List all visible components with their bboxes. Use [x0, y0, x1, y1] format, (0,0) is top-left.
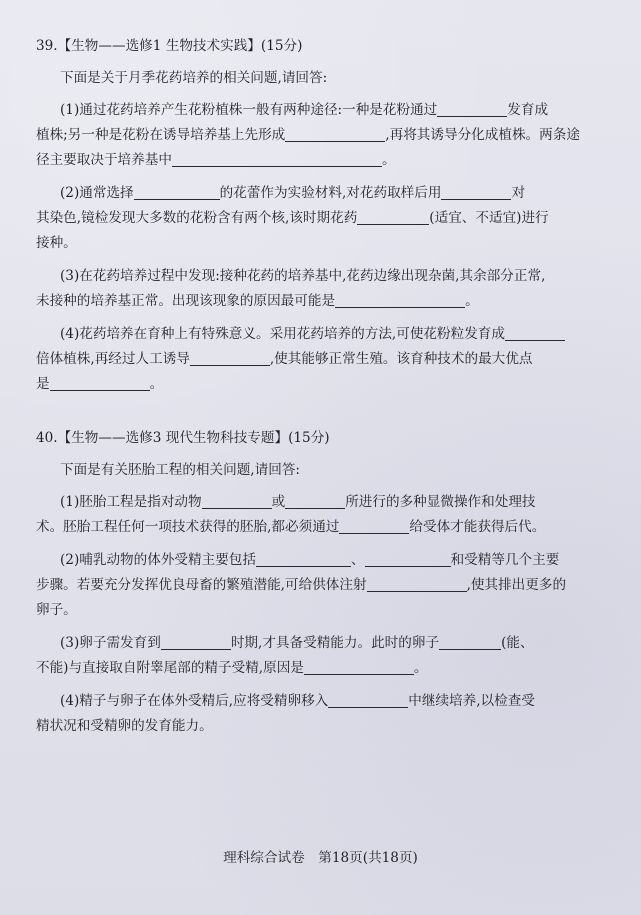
- answer-blank[interactable]: [439, 635, 501, 650]
- q40-p3-line2: 不能)与直接取自附睾尾部的精子受精,原因是 。: [36, 660, 428, 676]
- answer-blank[interactable]: [161, 635, 231, 650]
- q40-p1-line2: 术。胚胎工程任何一项技术获得的胚胎,都必须通过 给受体才能获得后代。: [36, 519, 546, 535]
- q39-p4-line3: 是 。: [36, 376, 164, 392]
- q39-p1-line1: (1)通过花药培养产生花粉植株一般有两种途径:一种是花粉通过 发育成: [60, 102, 549, 118]
- q40-p4-line2: 精状况和受精卵的发育能力。: [36, 718, 213, 734]
- q40-p1-line1: (1)胚胎工程是指对动物 或 所进行的多种显微操作和处理技: [60, 494, 536, 510]
- answer-blank[interactable]: [190, 351, 270, 366]
- answer-blank[interactable]: [285, 494, 345, 509]
- answer-blank[interactable]: [339, 519, 409, 534]
- q40-title: 40.【生物——选修3 现代生物科技专题】(15分): [36, 430, 330, 446]
- answer-blank[interactable]: [285, 127, 385, 142]
- q39-intro: 下面是关于月季花药培养的相关问题,请回答:: [60, 70, 328, 86]
- answer-blank[interactable]: [304, 660, 414, 675]
- answer-blank[interactable]: [357, 210, 429, 225]
- q39-p4-line1: (4)花药培养在育种上有特殊意义。采用花药培养的方法,可使花粉粒发育成: [60, 326, 605, 342]
- answer-blank[interactable]: [367, 577, 467, 592]
- q40-p4-line1: (4)精子与卵子在体外受精后,应将受精卵移入 中继续培养,以检查受: [60, 693, 535, 709]
- answer-blank[interactable]: [335, 293, 465, 308]
- answer-blank[interactable]: [202, 494, 272, 509]
- answer-blank[interactable]: [134, 185, 220, 200]
- answer-blank[interactable]: [328, 693, 408, 708]
- q39-p4-line2: 倍体植株,再经过人工诱导 ,使其能够正常生殖。该育种技术的最大优点: [36, 351, 533, 367]
- answer-blank[interactable]: [256, 552, 351, 567]
- q39-p1-line3: 径主要取决于培养基中 。: [36, 152, 396, 168]
- q40-p3-line1: (3)卵子需发育到 时期,才具备受精能力。此时的卵子 (能、: [60, 635, 534, 651]
- q40-intro: 下面是有关胚胎工程的相关问题,请回答:: [60, 462, 300, 478]
- answer-blank[interactable]: [172, 152, 382, 167]
- answer-blank[interactable]: [441, 185, 511, 200]
- answer-blank[interactable]: [437, 102, 507, 117]
- q39-p3-line2: 未接种的培养基正常。出现该现象的原因最可能是 。: [36, 293, 479, 309]
- page-footer: 理科综合试卷 第18页(共18页): [223, 850, 418, 866]
- q40-p2-line1: (2)哺乳动物的体外受精主要包括 、 和受精等几个主要: [60, 552, 560, 568]
- q39-title: 39.【生物——选修1 生物技术实践】(15分): [36, 38, 303, 54]
- q40-p2-line3: 卵子。: [36, 602, 77, 618]
- q39-p2-line3: 接种。: [36, 235, 77, 251]
- q39-p2-line2: 其染色,镜检发现大多数的花粉含有两个核,该时期花药 (适宜、不适宜)进行: [36, 210, 549, 226]
- q39-p3-line1: (3)在花药培养过程中发现:接种花药的培养基中,花药边缘出现杂菌,其余部分正常,: [60, 268, 546, 284]
- answer-blank[interactable]: [505, 326, 565, 341]
- answer-blank[interactable]: [50, 376, 150, 391]
- q40-p2-line2: 步骤。若要充分发挥优良母畜的繁殖潜能,可给供体注射 ,使其排出更多的: [36, 577, 567, 593]
- q39-p2-line1: (2)通常选择 的花蕾作为实验材料,对花药取样后用 对: [60, 185, 526, 201]
- answer-blank[interactable]: [365, 552, 451, 567]
- q39-p1-line2: 植株;另一种是花粉在诱导培养基上先形成 ,再将其诱导分化成植株。两条途: [36, 127, 580, 143]
